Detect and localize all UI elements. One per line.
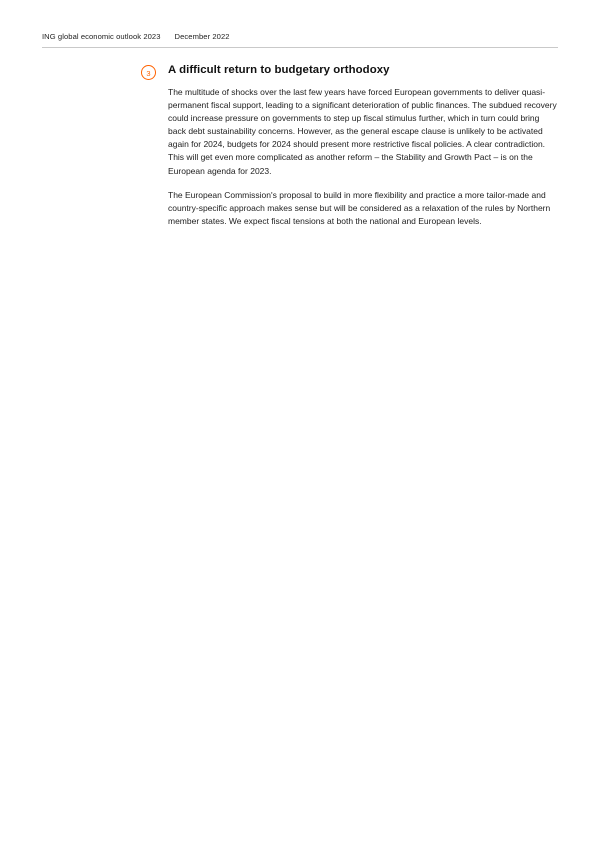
header-publication: ING global economic outlook 2023 — [42, 32, 161, 41]
header-divider — [42, 47, 558, 48]
paragraph: The multitude of shocks over the last few years have forced European governments to deliver quasi-permanent fiscal support, leading to a significant deterioration of public finances. The subdued recovery could increase pressure on governments to step up fiscal stimulus further, which in turn could bring back debt sustainability concerns. However, as the general escape clause is unlikely to be activated again for 2024, budgets for 2024 should present more restrictive fiscal policies. A clear contradiction. This will get even more complicated as another reform – the Stability and Growth Pact – is on the European agenda for 2023. — [168, 87, 557, 176]
section-heading — [146, 64, 558, 86]
paragraph: The European Commission's proposal to build in more flexibility and practice a more tailor-made and country-specific approach makes sense but will be considered as a relaxation of the rules by Northern member states. We expect fiscal tensions at both the national and European levels. — [168, 189, 551, 226]
header-date: December 2022 — [174, 32, 230, 41]
section-number-badge: 3 — [141, 65, 156, 80]
article-body — [146, 64, 558, 228]
page-title: A difficult return to budgetary orthodoxy — [168, 64, 390, 76]
page-header — [42, 32, 558, 41]
